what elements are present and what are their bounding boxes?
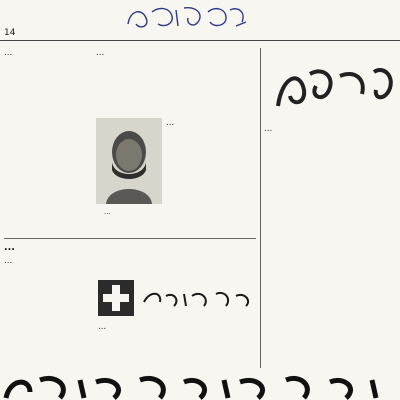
page-number: 14 [4, 28, 16, 38]
bottom-headline [0, 372, 400, 400]
article-column-center-top: ... [96, 48, 105, 58]
health-cross-icon [98, 280, 134, 316]
article-column-left: ... [4, 48, 13, 58]
photo-caption: ... [104, 208, 111, 216]
column-title-logo [140, 286, 260, 310]
section-subheading: ... [4, 242, 15, 253]
section-divider [4, 238, 256, 239]
handwritten-masthead-logo [0, 0, 400, 36]
section-banner [270, 56, 400, 120]
article-column-right: ... [264, 124, 273, 134]
top-rule [0, 40, 400, 41]
article-column-lower-center: ... [98, 322, 107, 332]
column-divider [260, 48, 261, 368]
columnist-photo [96, 118, 162, 204]
masthead [0, 0, 400, 36]
article-column-center-right: ... [166, 118, 175, 128]
article-column-lower-left: ... [4, 256, 13, 266]
